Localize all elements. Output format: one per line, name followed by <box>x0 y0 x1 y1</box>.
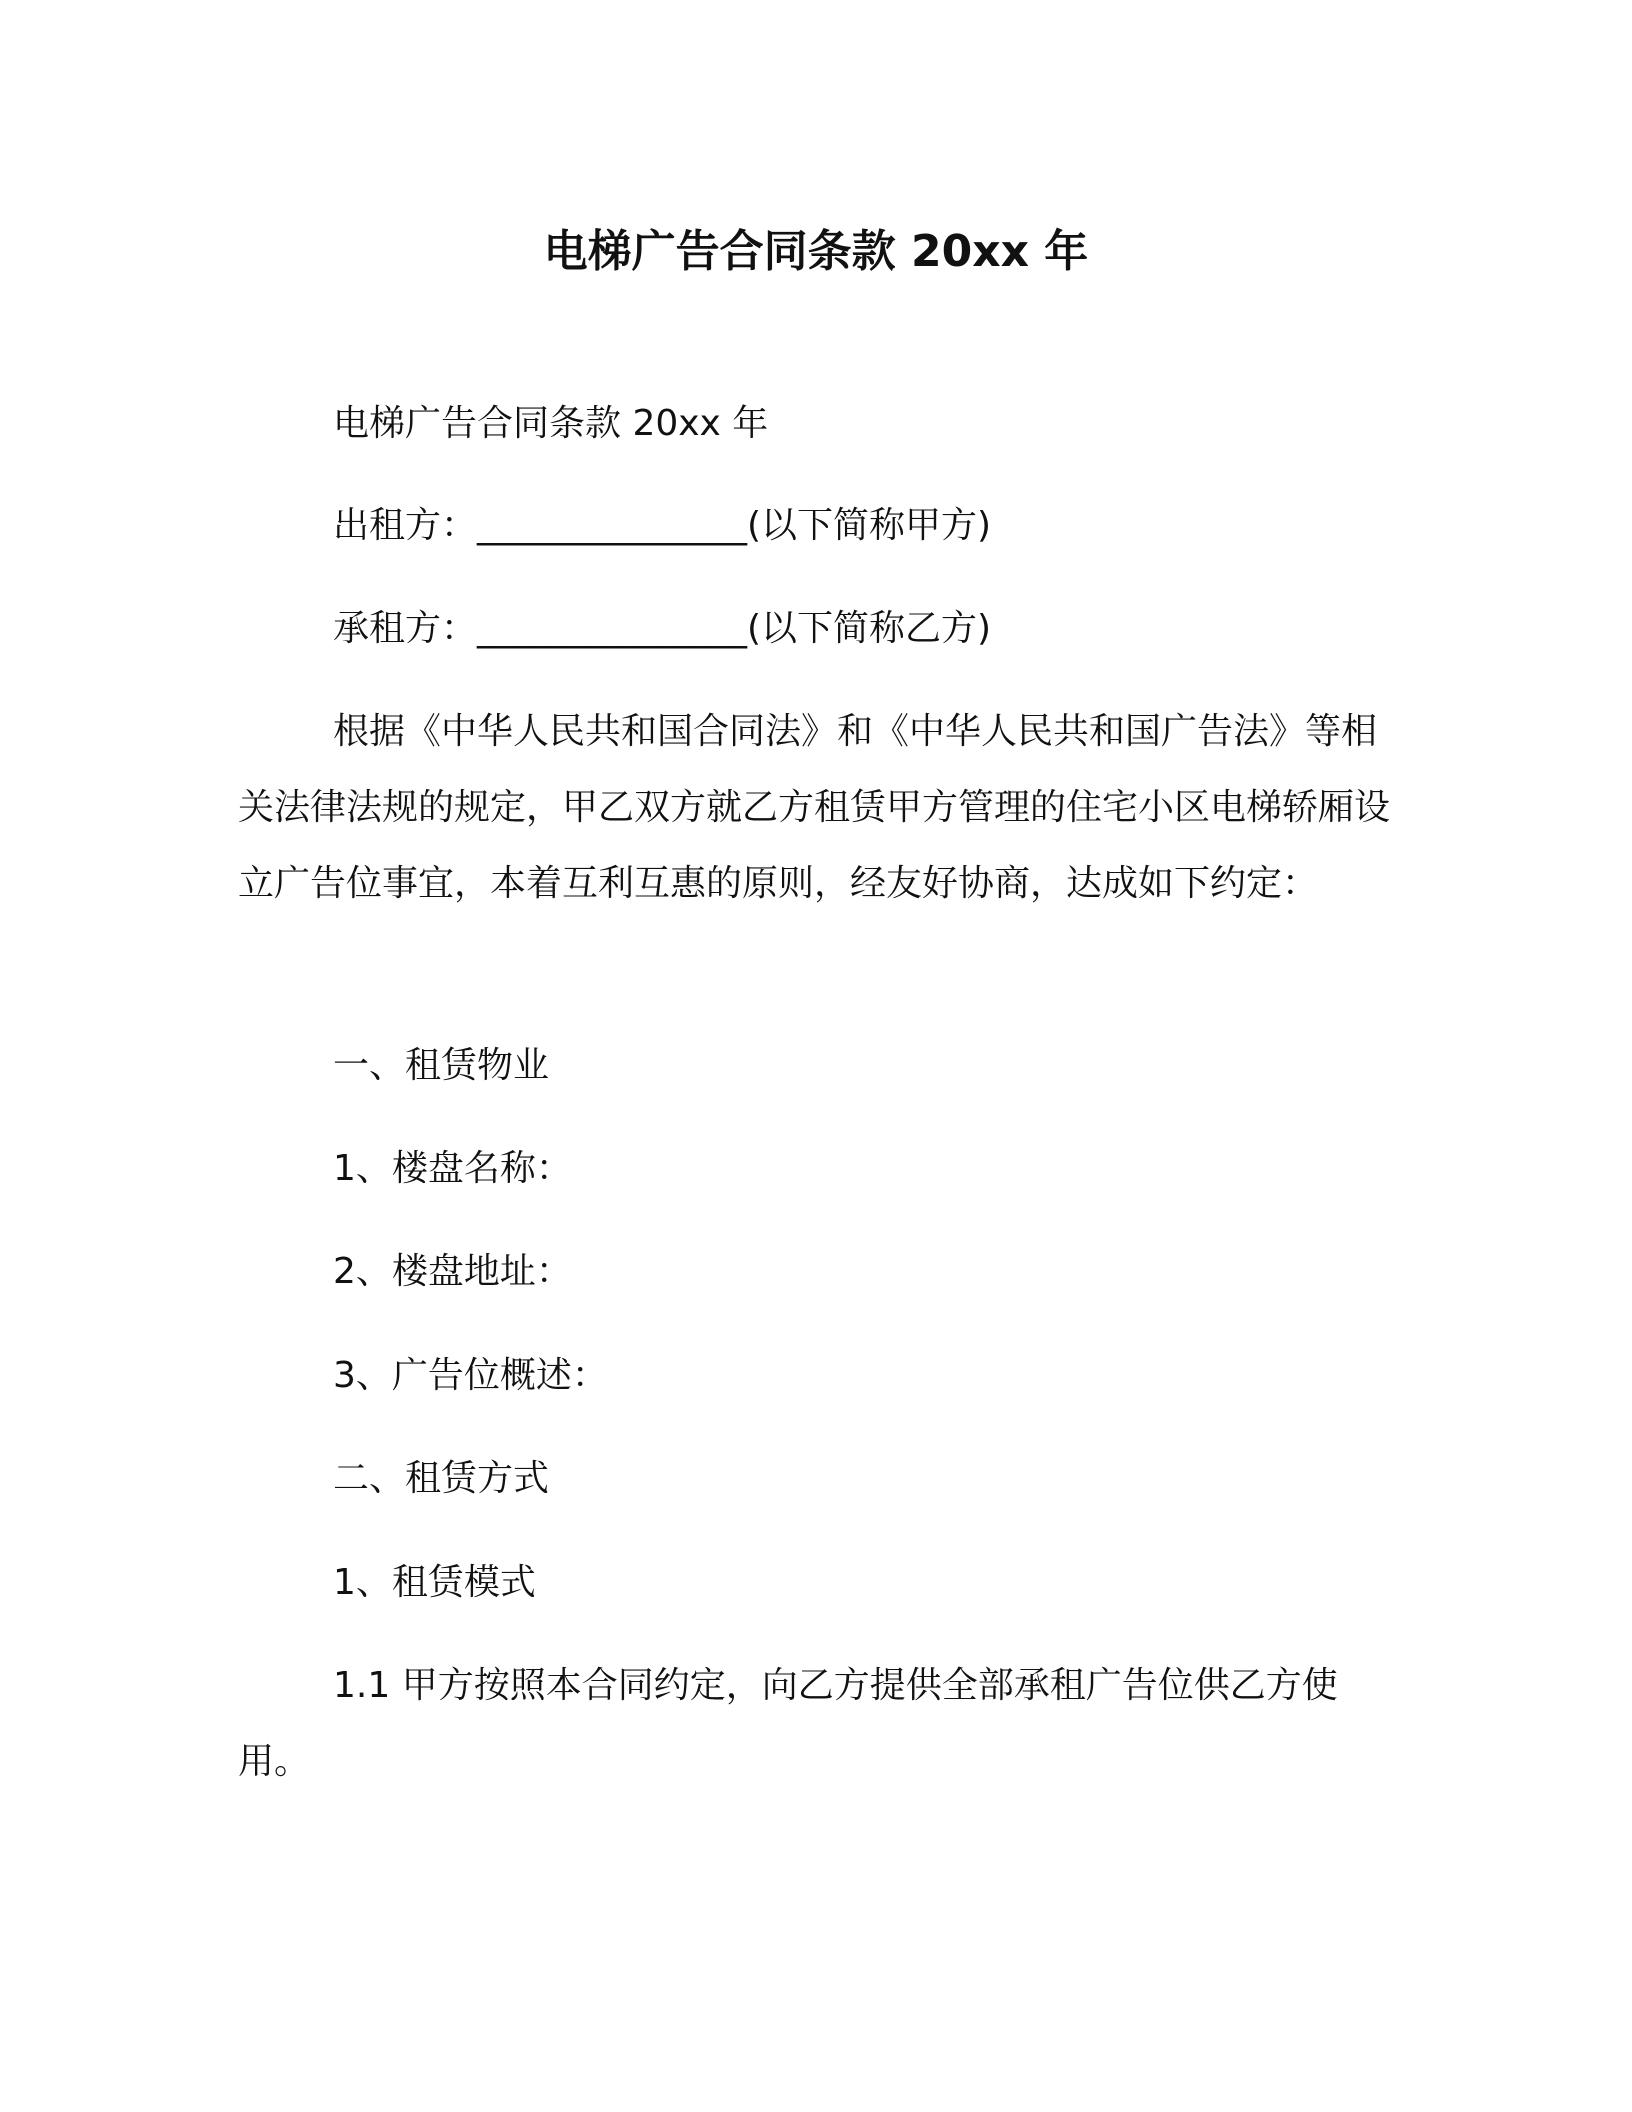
intro-paragraph: 根据《中华人民共和国合同法》和《中华人民共和国广告法》等相关法律法规的规定，甲乙双方就乙方租赁甲方管理的住宅小区电梯轿厢设立广告位事宜，本着互利互惠的原则，经友好协商，达成如下约定： <box>238 711 1391 904</box>
section-heading-rental-property: 一、租赁物业 <box>333 1045 550 1086</box>
section-heading-rental-method: 二、租赁方式 <box>333 1458 550 1499</box>
item-property-address: 2、楼盘地址： <box>333 1251 572 1292</box>
item-ad-space-overview: 3、广告位概述： <box>333 1355 608 1396</box>
item-property-name: 1、楼盘名称： <box>333 1148 572 1189</box>
clause-1-1-paragraph: 1.1 甲方按照本合同约定，向乙方提供全部承租广告位供乙方使用。 <box>238 1665 1338 1782</box>
lessee-line: 承租方：_______________(以下简称乙方) <box>333 608 992 649</box>
lessor-line: 出租方：_______________(以下简称甲方) <box>333 505 992 546</box>
document-subtitle: 电梯广告合同条款 20xx 年 <box>333 403 769 444</box>
document-title: 电梯广告合同条款 20xx 年 <box>543 226 1089 277</box>
item-rental-mode: 1、租赁模式 <box>333 1562 536 1603</box>
